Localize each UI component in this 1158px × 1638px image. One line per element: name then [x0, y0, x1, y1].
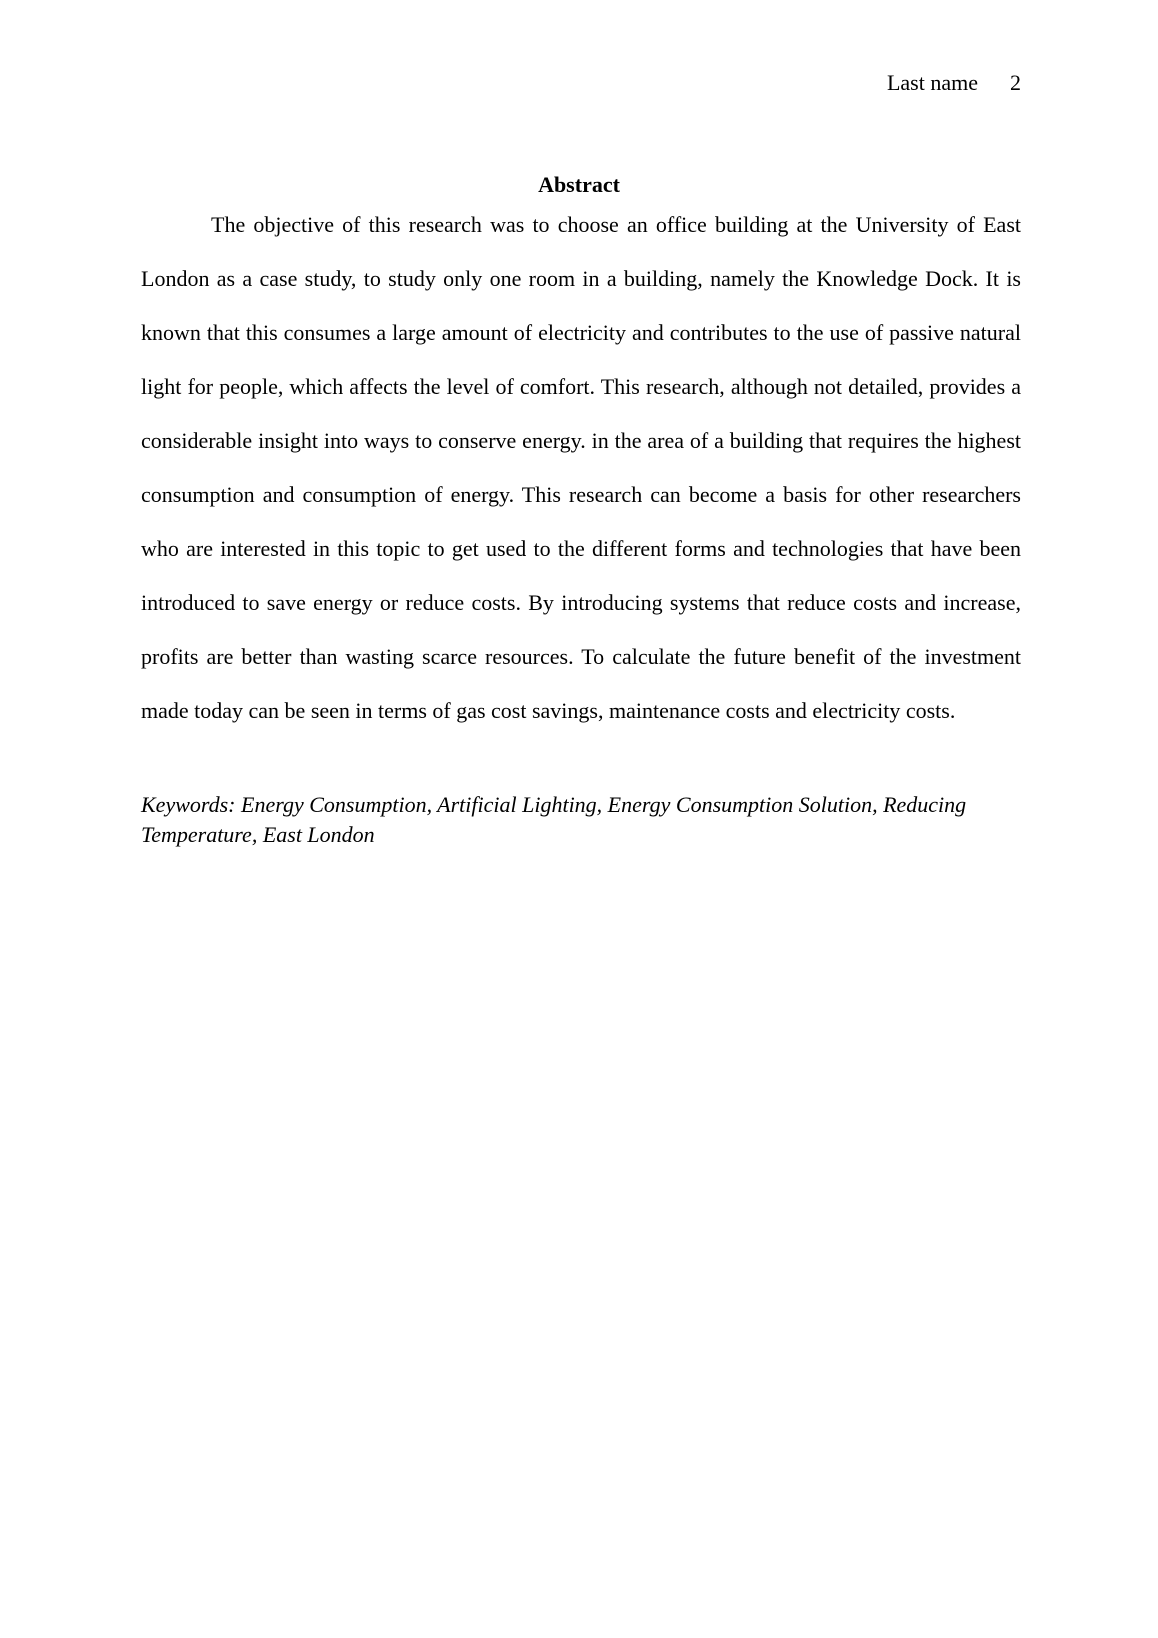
header-last-name: Last name [886, 70, 978, 95]
abstract-body: The objective of this research was to choose an office building at the University of East London as a case study, to study only one room in a building, namely the Knowledge Dock. It is known that this consumes a large amount of electricity and contributes to the use of passive natural light for people, which affects the level of comfort. This research, although not detailed, provides a considerable insight into ways to conserve energy. in the area of a building that requires the highest consumption and consumption of energy. This research can become a basis for other researchers who are interested in this topic to get used to the different forms and technologies that have been introduced to save energy or reduce costs. By introducing systems that reduce costs and increase, profits are better than wasting scarce resources. To calculate the future benefit of the investment made today can be seen in terms of gas cost savings, maintenance costs and electricity costs. [141, 212, 1021, 723]
keywords-line: Keywords: Energy Consumption, Artificial Lighting, Energy Consumption Solution, Reducing Temperature, East London [141, 792, 967, 847]
page-number: 2 [1010, 70, 1021, 95]
running-header [887, 68, 1021, 98]
abstract-title: Abstract [538, 172, 620, 197]
